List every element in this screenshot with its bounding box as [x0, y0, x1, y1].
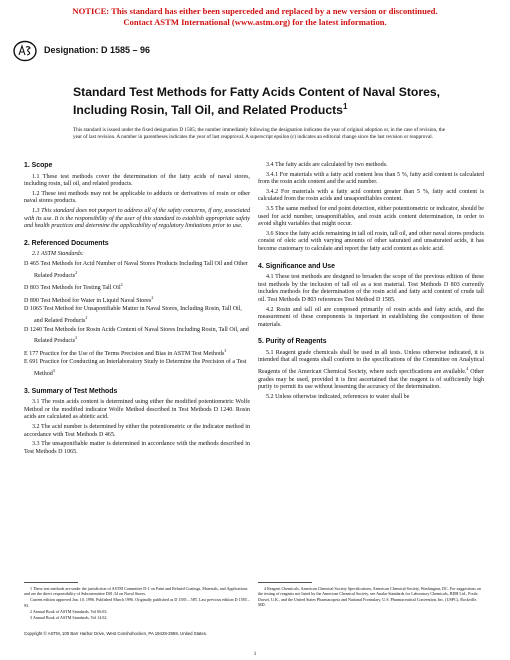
notice-line-1: NOTICE: This standard has either been superceded and replaced by a new version or discontinued. [72, 6, 438, 16]
astm-logo-icon [12, 40, 38, 62]
footnote-divider-left [24, 582, 78, 583]
reference-item: D 890 Test Method for Water in Liquid Naval Stores$^2$ [24, 294, 154, 304]
paragraph-5-1: 5.1 Reagent grade chemicals shall be used in all tests. Unless otherwise indicated, it is intended that all reagents shall conform to the specifications of the Committee on Analytical Reagents of the American Chemical Society, where such specifications are available.$^4$ Other grades may be used, provided it is first ascertained that the reagent is of sufficiently high purity to permit its use without lessening the accuracy of the determination. [258, 349, 484, 391]
footnote-4: 4 Reagent Chemicals, American Chemical Society Specifications, American Chemical Society, Washington, DC. For suggestions on the testing of reagents not listed by the American Chemical Society, see Analar Standards for Laboratory Chemicals, BDH Ltd., Poole, Dorset, U.K., and the United States Pharmacopeia and National Formulary, U.S. Pharmaceutical Convention, Inc. (USPC), Rockville, MD. [258, 586, 481, 608]
paragraph-4-2: 4.2 Rosin and tall oil are composed primarily of rosin acids and fatty acids, and the measurement of these components is important in establishing the composition of these materials. [258, 306, 484, 328]
reference-item: E 177 Practice for the Use of the Terms Precision and Bias in ASTM Test Methods$^3$ [24, 347, 227, 357]
paragraph-3-4-2: 3.4.2 For materials with a fatty acid content greater than 5 %, fatty acid content is calculated from the rosin acids and unsaponifiables content. [258, 188, 484, 203]
paragraph-3-2: 3.2 The acid number is determined by either the potentiometric or the indicator method in accordance with Test Methods D 465. [24, 423, 250, 438]
section-heading-referenced-documents: 2. Referenced Documents [24, 239, 109, 247]
reference-item: D 1240 Test Methods for Rosin Acids Content of Naval Stores Including Rosin, Tall Oil, and Related Products$^2$ [24, 326, 249, 345]
page-number: 1 [253, 651, 257, 657]
supersede-notice [0, 6, 510, 28]
paragraph-1-1: 1.1 These test methods cover the determination of the fatty acids of naval stores, including rosin, tall oil, and related products. [24, 173, 250, 188]
title-text: Standard Test Methods for Fatty Acids Content of Naval Stores, Including Rosin, Tall Oil, and Related Products [73, 85, 441, 117]
reference-item: D 465 Test Methods for Acid Number of Naval Stores Products Including Tall Oil and Other Related Products$^2$ [24, 260, 248, 279]
notice-line-2: Contact ASTM International (www.astm.org) for the latest information. [123, 17, 387, 27]
reference-item: E 691 Practice for Conducting an Interlaboratory Study to Determine the Precision of a Test Method$^3$ [24, 359, 247, 377]
section-heading-scope: 1. Scope [24, 162, 53, 169]
paragraph-3-5: 3.5 The same method for end point detection, either potentiometric or indicator, should be used for acid number, unsaponifiables, and rosin acids content determination, in order to avoid slight variables that might occur. [258, 205, 484, 228]
footnote-divider-right [258, 582, 312, 583]
paragraph-3-4: 3.4 The fatty acids are calculated by two methods. [266, 162, 388, 168]
paragraph-1-2: 1.2 These test methods may not be applicable to adducts or derivatives of rosin or other naval stores products. [24, 190, 250, 205]
reference-item: D 1065 Test Method for Unsaponifiable Matter in Naval Stores, Including Rosin, Tall Oil, and Related Products$^2$ [24, 306, 242, 324]
footnotes-right [258, 586, 484, 608]
right-column [258, 162, 484, 403]
standard-issue-note: This standard is issued under the fixed designation D 1585; the number immediately following the designation indicates the year of original adoption or, in the case of revision, the year of last revision. A number in parentheses indicates the year of last reapproval. A superscript epsilon (ε) indicates an editorial change since the last revision or reapproval. [73, 127, 446, 141]
footnote-3: 3 Annual Book of ASTM Standards, Vol 14.02. [30, 614, 108, 620]
copyright-line: Copyright © ASTM, 100 Barr Harbor Drive, West Conshohocken, PA 19428-2959, United States. [24, 631, 208, 636]
footnote-edition: Current edition approved Jan. 10, 1996. Published March 1996. Originally published as D 1585 – 58T. Last previous edition D 1585 – 93. [24, 597, 250, 608]
footnote-1: 1 These test methods are under the jurisdiction of ASTM Committee D-1 on Paint and Related Coatings, Materials, and Applications and are the direct responsibility of Subcommittee D01.34 on Naval Stores. [24, 586, 248, 597]
left-column [24, 162, 250, 458]
footnote-2: 2 Annual Book of ASTM Standards, Vol 06.03. [30, 608, 108, 614]
title-footnote-mark: 1 [342, 101, 348, 111]
paragraph-3-3: 3.3 The unsaponifiable matter is determined in accordance with the methods described in Test Methods D 1065. [24, 441, 250, 455]
footnotes-left [24, 586, 250, 621]
astm-standards-intro: 2.1 ASTM Standards: [32, 251, 84, 258]
paragraph-3-6: 3.6 Since the fatty acids remaining in tall oil rosin, tall oil, and other naval stores products consist of oleic acid with varying amounts of other saturated and unsaturated acids, it has become customary to calculate and report the fatty acid content as oleic acid. [258, 230, 484, 252]
paragraph-1-3: 1.3 This standard does not purport to address all of the safety concerns, if any, associated with its use. It is the responsibility of the user of this standard to establish appropriate safety and health practices and determine the applicability of regulatory limitations prior to use. [24, 207, 250, 230]
section-heading-summary: 3. Summary of Test Methods [24, 387, 118, 395]
paragraph-3-4-1: 3.4.1 For materials with a fatty acid content less than 5 %, fatty acid content is calculated from the rosin acids content and the acid number. [258, 171, 484, 186]
paragraph-5-2: 5.2 Unless otherwise indicated, references to water shall be [266, 393, 410, 400]
paragraph-4-1: 4.1 These test methods are designed to broaden the scope of the previous edition of these test methods by the inclusion of tall oil as a test material. Test Methods D 803 currently includes methods for the determination of the rosin acid and fatty acid content of crude tall oil. Test Methods D 803 references Test Method D 1585. [258, 274, 484, 303]
document-title [73, 86, 453, 117]
designation: Designation: D 1585 – 96 [44, 45, 151, 55]
section-heading-purity: 5. Purity of Reagents [258, 338, 327, 346]
section-heading-significance: 4. Significance and Use [258, 262, 335, 270]
reference-item: D 803 Test Methods for Testing Tall Oil$^2$ [24, 282, 123, 292]
paragraph-3-1: 3.1 The rosin acids content is determined using either the modified potentiometric Wolfe Method or the modified indicator Wolfe Method described in Test Methods D 1240. Rosin acids are calculated as abietic acid. [24, 399, 250, 421]
